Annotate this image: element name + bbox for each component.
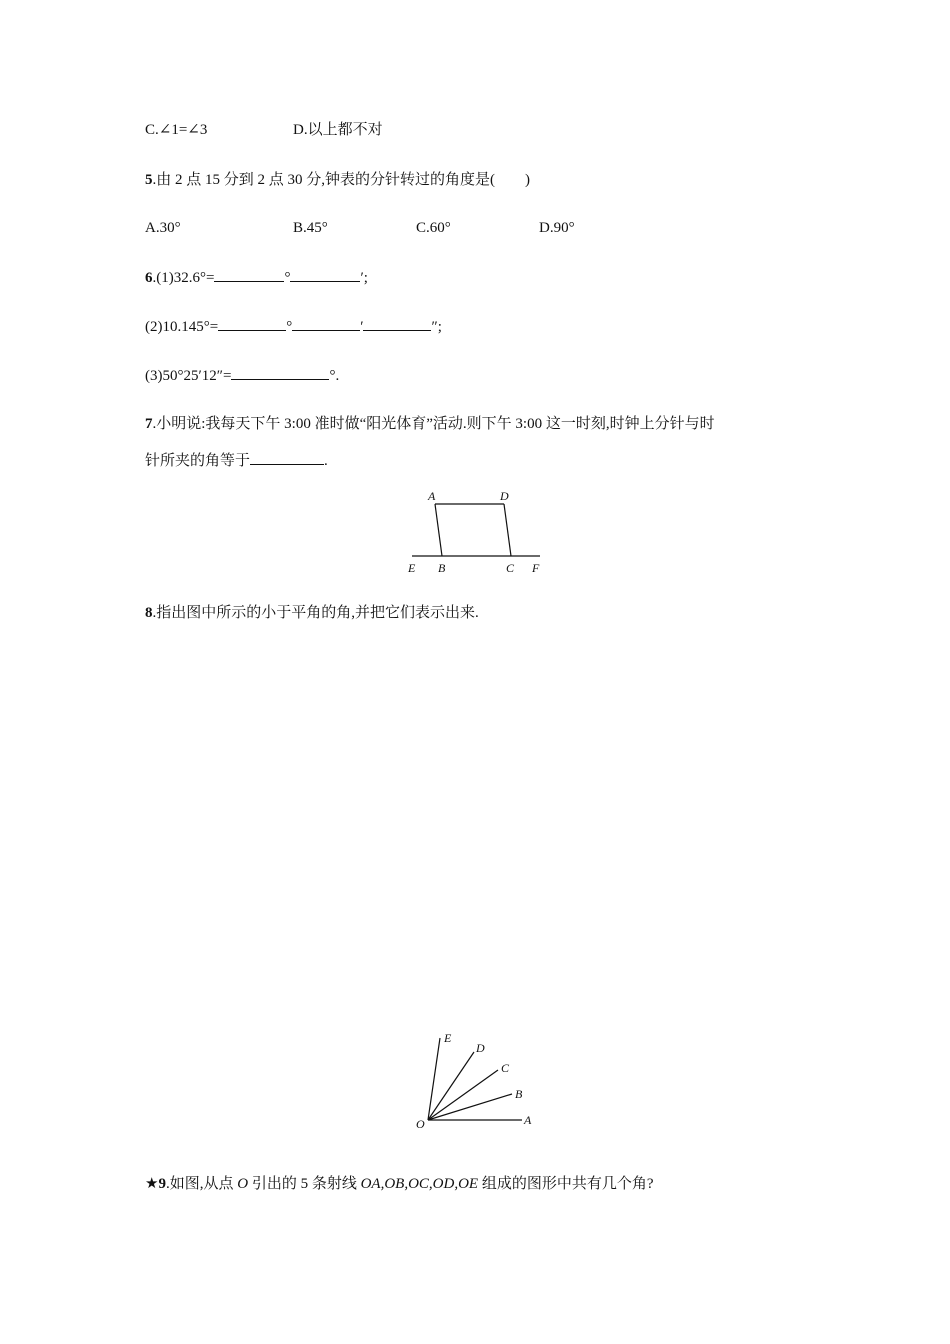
q6-part2-blank-seconds (363, 316, 431, 331)
q9-number: 9 (158, 1176, 166, 1192)
q6-part3-blank-degrees (231, 365, 329, 380)
q6-part2-prefix: (2)10.145°= (145, 319, 219, 335)
q5-number: 5 (145, 172, 153, 188)
q7-number: 7 (145, 416, 153, 432)
ray-oe (428, 1038, 440, 1120)
q6-part3-unit-degree: °. (329, 368, 340, 384)
q6-number: 6 (145, 270, 153, 286)
ray-od (428, 1052, 474, 1120)
q8-text: .指出图中所示的小于平角的角,并把它们表示出来. (152, 605, 479, 621)
q9-text-c: 组成的图形中共有几个角? (478, 1176, 654, 1192)
q6-part1-blank-degrees (214, 267, 284, 282)
q6-part1-prefix: .(1)32.6°= (152, 270, 215, 286)
q6-part2-unit-degree: ° (286, 319, 293, 335)
q9-point-o: O (237, 1176, 249, 1192)
q5-options-row (145, 218, 575, 238)
label-e: E (408, 561, 416, 575)
q7-answer-blank (250, 450, 324, 465)
label-b: B (438, 561, 446, 575)
segment-ab (435, 504, 442, 556)
q6-part1 (145, 267, 368, 288)
label-d: D (476, 1041, 485, 1055)
ray-ob (428, 1094, 512, 1120)
q6-part3 (145, 365, 339, 386)
q8-quadrilateral-figure (400, 486, 550, 578)
q7-text-line2: 针所夹的角等于 (145, 453, 251, 469)
label-a: A (524, 1113, 532, 1127)
label-a: A (428, 489, 436, 503)
q9-rays: OA,OB,OC,OD,OE (360, 1176, 479, 1192)
q6-part2-unit-second: ″; (431, 319, 442, 335)
label-e: E (444, 1031, 452, 1045)
q5-option-c: C.60° (416, 220, 451, 236)
q6-part2 (145, 316, 442, 337)
q7-text-line1: .小明说:我每天下午 3:00 准时做“阳光体育”活动.则下午 3:00 这一时刻,时钟上分针与时 (152, 416, 715, 432)
q5-option-d: D.90° (539, 220, 575, 236)
q5-text: .由 2 点 15 分到 2 点 30 分,钟表的分针转过的角度是( ) (152, 172, 530, 188)
q5-question (145, 170, 530, 190)
q7-text-line2-end: . (324, 453, 328, 469)
segment-dc (504, 504, 511, 556)
q5-option-a: A.30° (145, 220, 181, 236)
q8-number: 8 (145, 605, 153, 621)
star-icon: ★ (145, 1176, 159, 1192)
label-b: B (515, 1087, 523, 1101)
q7-question-line2 (145, 450, 328, 471)
label-o: O (416, 1117, 425, 1131)
q6-part1-unit-degree: ° (284, 270, 291, 286)
q7-question-line1 (145, 414, 715, 434)
q9-text-b: 引出的 5 条射线 (248, 1176, 361, 1192)
q4-option-d: D.以上都不对 (293, 122, 383, 138)
q6-part3-prefix: (3)50°25′12″= (145, 368, 232, 384)
q6-part2-blank-degrees (218, 316, 286, 331)
q9-text-a: .如图,从点 (165, 1176, 238, 1192)
q6-part1-blank-minutes (290, 267, 360, 282)
q8-question (145, 603, 479, 623)
q6-part2-blank-minutes (292, 316, 360, 331)
q5-option-b: B.45° (293, 220, 328, 236)
q6-part1-unit-minute: ′; (360, 270, 368, 286)
q6-part2-unit-minute: ′ (360, 319, 364, 335)
q9-rays-figure (410, 1028, 540, 1132)
label-c: C (501, 1061, 510, 1075)
q4-options-row (145, 120, 383, 140)
q9-question (145, 1174, 654, 1194)
label-d: D (500, 489, 509, 503)
ray-oc (428, 1070, 498, 1120)
label-c: C (506, 561, 515, 575)
q4-option-c: C.∠1=∠3 (145, 122, 208, 138)
label-f: F (532, 561, 540, 575)
